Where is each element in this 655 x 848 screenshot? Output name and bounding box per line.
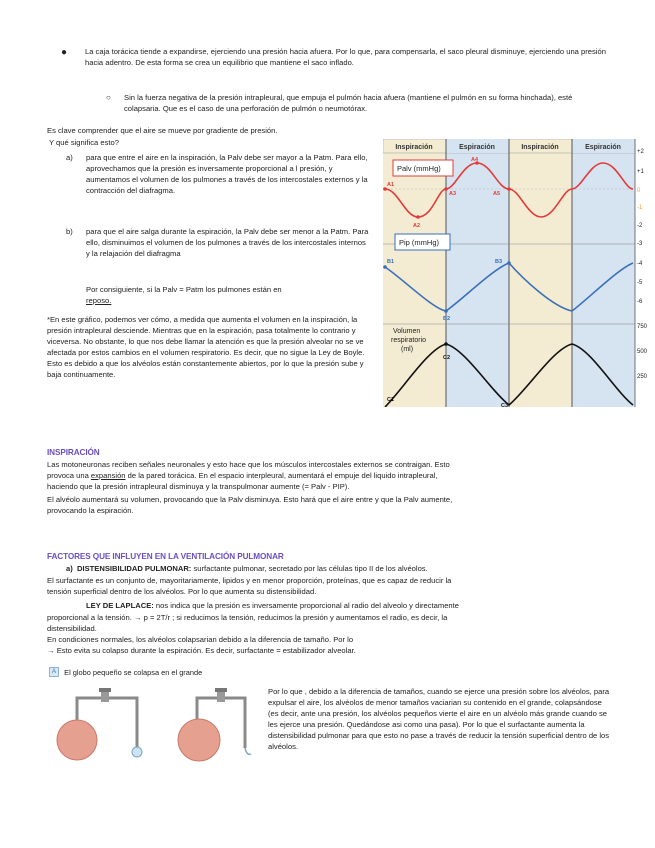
volume-label-1: Volumen — [393, 328, 421, 335]
pip-label: Pip (mmHg) — [399, 238, 440, 247]
inspiracion-body — [47, 459, 617, 516]
phase-header-2: Espiración — [459, 144, 495, 151]
point-b3: B3 — [495, 259, 503, 265]
insp-line-4: El alvéolo aumentará su volumen, provocando que la Palv disminuya. Esto hará que el aire entre y que la Palv aumente, — [47, 495, 453, 504]
intro-line-2: Y qué significa esto? — [49, 138, 119, 147]
point-c3: C3 — [501, 403, 509, 407]
bullet-paragraph-2: Sin la fuerza negativa de la presión intrapleural, que empuja el pulmón hacia afuera (mantiene el pulmón en su forma hinchada), esté colapsaria. Que es el caso de una perforación de pulmón o neumotórax. — [124, 93, 573, 113]
point-c1: C1 — [387, 397, 395, 403]
tick-m6: -6 — [637, 299, 643, 305]
list-marker-a: a) — [66, 153, 73, 162]
tick-m4: -4 — [637, 261, 643, 267]
list-item-b-conclusion: Por consiguiente, si la Palv = Patm los pulmones están en reposo. — [86, 285, 282, 305]
globo-badge: A — [49, 667, 59, 677]
point-a2: A2 — [413, 223, 421, 229]
inspiracion-heading: INSPIRACIÓN — [47, 448, 100, 457]
insp-line-1: Las motoneuronas reciben señales neuronales y esto hace que los músculos intercostales externos se contraigan. Esto — [47, 460, 450, 469]
colapso-line-1: En condiciones normales, los alvéolos colapsarian debido a la diferencia de tamaño. Por lo — [47, 635, 354, 644]
globo-figure — [49, 666, 261, 770]
volume-label-3: (ml) — [401, 346, 414, 353]
tick-p2: +2 — [637, 149, 644, 155]
list-item-a: para que entre el aire en la inspiración, la Palv debe ser mayor a la Patm. Para ello, aprovechamos que la presión es inversamente proporcional a l presión, y aumentamos el volumen de los pulmones a través de los intercostales externos y la contracción del diafragma. — [86, 153, 368, 195]
phase-header-1: Inspiración — [395, 144, 433, 151]
point-b1: B1 — [387, 259, 395, 265]
tick-p1: +1 — [637, 169, 644, 175]
surfactante-line-2: tensión superficial dentro de los alvéolos. Por lo que aumenta su distensibilidad. — [47, 587, 317, 596]
phase-header-3: Inspiración — [521, 144, 559, 151]
point-c2: C2 — [443, 355, 451, 361]
point-a3: A3 — [449, 191, 457, 197]
insp-line-2: provoca una expansión de la pared torácica. En el espacio interpleural, aumentará el empuje del liquido intrapleural, — [47, 471, 438, 480]
laplace-line-3: distensibilidad. — [47, 624, 97, 633]
phase-header-4: Espiración — [585, 144, 621, 151]
surfactante-line-1: El surfactante es un conjunto de, mayoritariamente, lipidos y en menor proporción, proteínas, que es capaz de reducir la — [47, 576, 452, 585]
tick-500: 500 — [637, 349, 648, 355]
globo-drawing — [49, 678, 261, 768]
bullet-paragraph-1: La caja torácica tiende a expandirse, ejerciendo una presión hacia afuera. Por lo que, para compensarla, el saco pleural disminuye, ejerciendo una presión hacia adentro. De esta forma se crea un equilibrio que mantiene el saco inflado. — [85, 47, 606, 67]
laplace-line: LEY DE LAPLACE: nos indica que la presión es inversamente proporcional al radio del alveolo y directamente — [86, 601, 459, 610]
graph-note: *En este gráfico, podemos ver cómo, a medida que aumenta el volumen en la inspiración, la presión intrapleural desciende. Mientras que en la espiración, pasa totalmente lo contrario y viceversa. No obstante, lo que nos debe llamar la atención es que la presión alveolar no se ve afectada por estos cambios en el volumen respiratorio. Es decir, que no sigue la Ley de Boyle. Esto es debido a que los alvéolos están constantemente abiertos, por lo que la presión sube y baja continuamente. — [47, 315, 365, 379]
globo-caption: El globo pequeño se colapsa en el grande — [64, 667, 203, 677]
bullet-circle-2: ○ — [106, 93, 111, 102]
esp-band-2 — [572, 139, 635, 407]
point-b2: B2 — [443, 316, 451, 322]
tick-0: 0 — [637, 188, 641, 194]
tick-m3: -3 — [637, 241, 643, 247]
distensibilidad-line: a) DISTENSIBILIDAD PULMONAR: surfactante pulmonar, secretado por las células tipo II de los alvéolos. — [66, 564, 428, 573]
factores-heading: FACTORES QUE INFLUYEN EN LA VENTILACIÓN PULMONAR — [47, 552, 284, 561]
point-a5: A5 — [493, 191, 501, 197]
list-item-b: para que el aire salga durante la espiración, la Palv debe ser menor a la Patm. Para ello, disminuimos el volumen de los pulmones a través de los intercostales internos y la relajación del diafragma — [86, 227, 369, 258]
esp-band-1 — [446, 139, 509, 407]
laplace-line-2: proporcional a la tensión. → p = 2T/r ; si reducimos la tensión, reducimos la presión y aumentamos el radio, es decir, la — [47, 613, 448, 622]
palv-label: Palv (mmHg) — [397, 164, 441, 173]
respiration-figure — [383, 139, 653, 407]
tick-m1: -1 — [637, 205, 643, 211]
laplace-text — [47, 612, 627, 656]
tick-m5: -5 — [637, 280, 643, 286]
tick-m2: -2 — [637, 223, 643, 229]
surfactante-text — [47, 575, 622, 597]
intro-line-1: Es clave comprender que el aire se mueve por gradiente de presión. — [47, 126, 278, 135]
insp-line-3: haciendo que la presión intrapleural disminuya y la transpulmonar aumente (= Palv - PIP). — [47, 482, 350, 491]
bullet-dot-1: ● — [61, 47, 68, 58]
insp-line-5: provocando la espiración. — [47, 506, 134, 515]
point-a4: A4 — [471, 157, 479, 163]
point-a1: A1 — [387, 182, 395, 188]
tick-750: 750 — [637, 324, 648, 330]
colapso-line-2: → Esto evita su colapso durante la espiración. Es decir, surfactante = estabilizador alveolar. — [47, 646, 356, 655]
list-marker-b: b) — [66, 227, 73, 236]
volume-label-2: respiratorio — [391, 337, 427, 344]
colapso-explanation: Por lo que , debido a la diferencia de tamaños, cuando se ejerce una presión sobre los alvéolos, para expulsar el aire, los alvéolos de menor tamaños vaciarian su contenido en el grande, colapsándose (es decir, ante una presión, los alvéolos pequeños vierte el aire en un alvéolo más grande cuando se les ejerce una presión. Quedándose asi como una pasa). Por lo que el surfactante aumenta la distensibilidad pulmonar para que esto no pase a través de reducir la tensión superficial dentro de los alvéolos. — [268, 687, 610, 751]
tick-250: 250 — [637, 374, 648, 380]
